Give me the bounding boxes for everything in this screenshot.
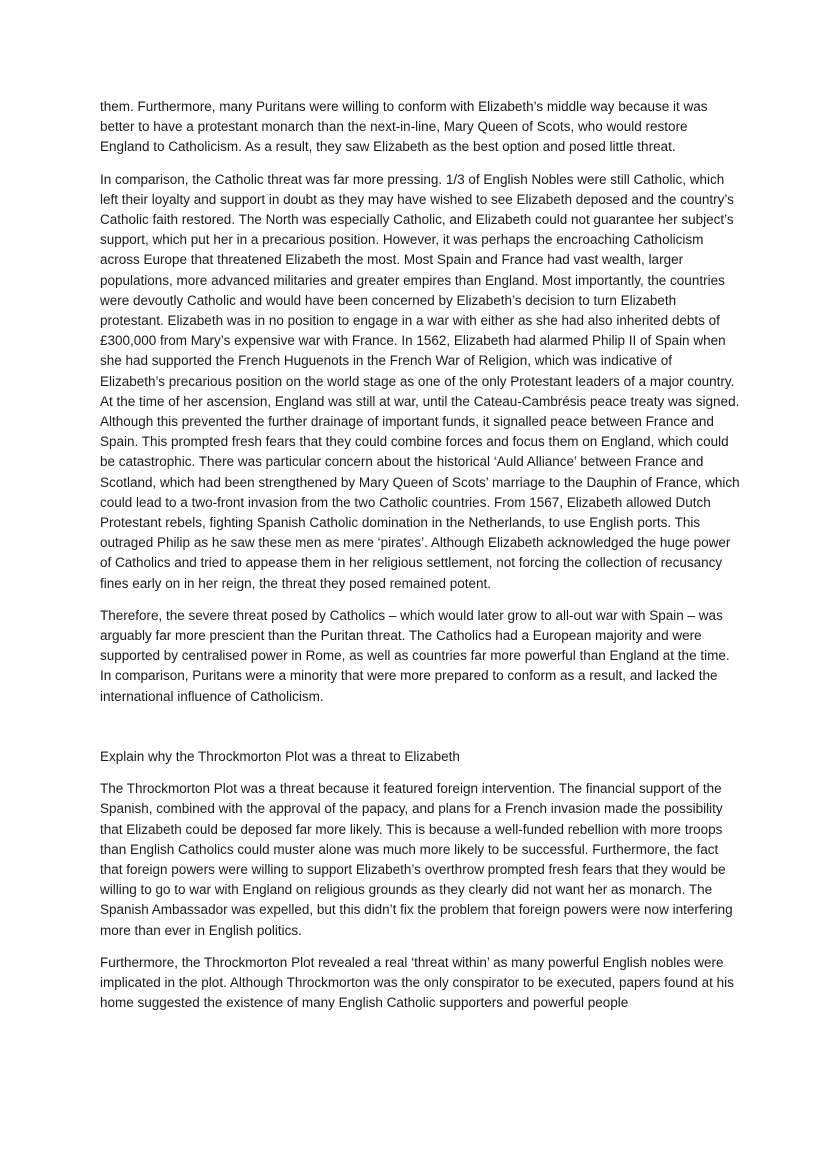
question-heading: Explain why the Throckmorton Plot was a threat to Elizabeth: [100, 748, 460, 764]
paragraph-foreign-intervention: The Throckmorton Plot was a threat because it featured foreign intervention. The financial support of the Spanish, combined with the approval of the papacy, and plans for a French invasion made the possibility that Elizabeth could be deposed far more likely. This is because a well-funded rebellion with more troops than English Catholics could muster alone was much more likely to be successful. Furthermore, the fact that foreign powers were willing to support Elizabeth’s overthrow prompted fresh fears that they would be willing to go to war with England on religious grounds as they clearly did not want her as monarch. The Spanish Ambassador was expelled, but this didn’t fix the problem that foreign powers were now interfering more than ever in English politics.: [100, 781, 733, 938]
document-page: [100, 97, 740, 1025]
paragraph-puritan-conformity: them. Furthermore, many Puritans were willing to conform with Elizabeth’s middle way because it was better to have a protestant monarch than the next-in-line, Mary Queen of Scots, who would restore England to Catholicism. As a result, they saw Elizabeth as the best option and posed little threat.: [100, 99, 708, 155]
paragraph-catholic-threat: In comparison, the Catholic threat was far more pressing. 1/3 of English Nobles were still Catholic, which left their loyalty and support in doubt as they may have wished to see Elizabeth deposed and the country’s Catholic faith restored. The North was especially Catholic, and Elizabeth could not guarantee her subject’s support, which put her in a precarious position. However, it was perhaps the encroaching Catholicism across Europe that threatened Elizabeth the most. Most Spain and France had vast wealth, larger populations, more advanced militaries and greater empires than England. Most importantly, the countries were devoutly Catholic and would have been concerned by Elizabeth’s decision to turn Elizabeth protestant. Elizabeth was in no position to engage in a war with either as she had also inherited debts of £300,000 from Mary’s expensive war with France. In 1562, Elizabeth had alarmed Philip II of Spain when she had supported the French Huguenots in the French War of Religion, which was indicative of Elizabeth’s precarious position on the world stage as one of the only Protestant leaders of a major country. At the time of her ascension, England was still at war, until the Cateau-Cambrésis peace treaty was signed. Although this prevented the further drainage of important funds, it signalled peace between France and Spain. This prompted fresh fears that they could combine forces and focus them on England, which could be catastrophic. There was particular concern about the historical ‘Auld Alliance’ between France and Scotland, which had been strengthened by Mary Queen of Scots’ marriage to the Dauphin of France, which could lead to a two-front invasion from the two Catholic countries. From 1567, Elizabeth allowed Dutch Protestant rebels, fighting Spanish Catholic domination in the Netherlands, to use English ports. This outraged Philip as he saw these men as mere ‘pirates’. Although Elizabeth acknowledged the huge power of Catholics and tried to appease them in her religious settlement, not forcing the collection of recusancy fines early on in her reign, the threat they posed remained potent.: [100, 171, 740, 591]
paragraph-conclusion: Therefore, the severe threat posed by Catholics – which would later grow to all-out war with Spain – was arguably far more prescient than the Puritan threat. The Catholics had a European majority and were supported by centralised power in Rome, as well as countries far more powerful than England at the time. In comparison, Puritans were a minority that were more prepared to conform as a result, and lacked the international influence of Catholicism.: [100, 607, 730, 704]
paragraph-threat-within: Furthermore, the Throckmorton Plot revealed a real ‘threat within’ as many powerful English nobles were implicated in the plot. Although Throckmorton was the only conspirator to be executed, papers found at his home suggested the existence of many English Catholic supporters and powerful people: [100, 954, 734, 1011]
section-spacer: [100, 719, 740, 747]
